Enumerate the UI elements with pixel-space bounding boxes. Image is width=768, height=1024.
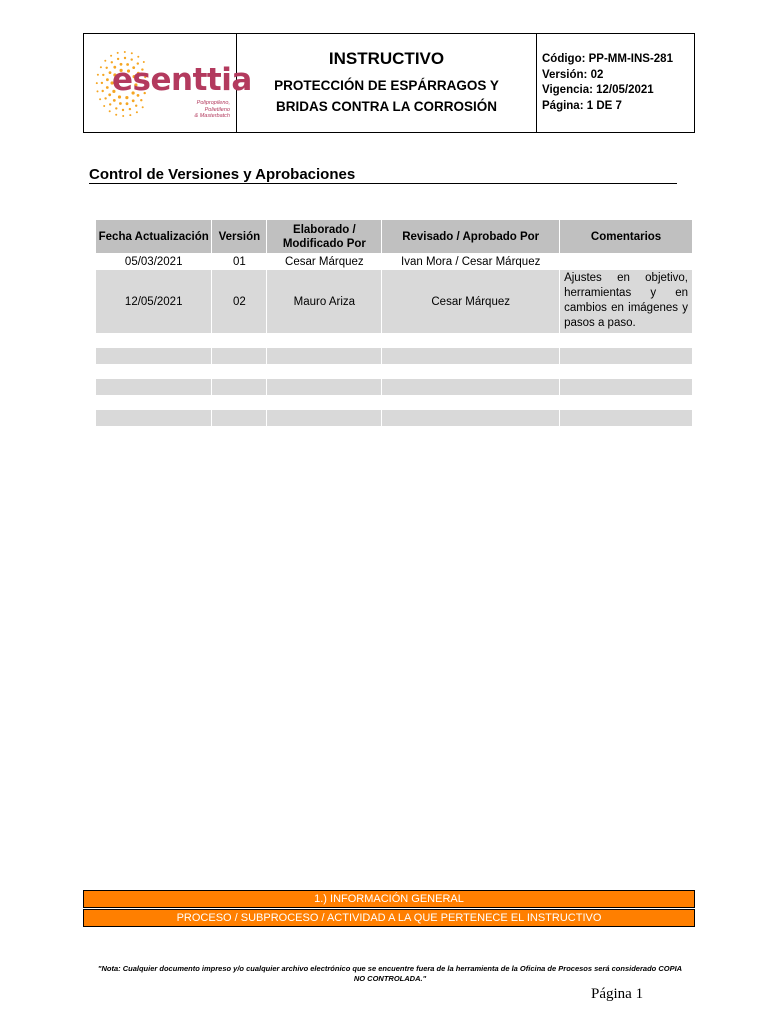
table-row-empty: [96, 410, 693, 426]
logo-dot: [115, 107, 117, 109]
page-number: Página 1: [591, 986, 644, 1002]
document-validity: Vigencia: 12/05/2021: [542, 84, 654, 96]
logo-dot: [135, 105, 137, 107]
column-header: Fecha Actualización: [96, 220, 212, 253]
logo-dot: [102, 90, 104, 92]
document-title-line-1: PROTECCIÓN DE ESPÁRRAGOS Y: [274, 78, 499, 93]
logo-dot: [129, 108, 131, 110]
company-logo: esenttia: [112, 62, 252, 98]
logo-dot: [96, 82, 98, 84]
logo-dot: [124, 57, 126, 59]
logo-dot: [129, 114, 131, 116]
logo-dot: [136, 111, 138, 113]
column-header: Elaborado / Modificado Por: [267, 220, 382, 253]
logo-cell: [84, 34, 252, 132]
logo-dot: [102, 74, 104, 76]
logo-dot: [109, 103, 111, 105]
table-spacer: [96, 333, 693, 348]
column-header: Revisado / Aprobado Por: [382, 220, 560, 253]
logo-dot: [122, 109, 124, 111]
table-spacer: [96, 395, 693, 410]
section-bar-proceso: PROCESO / SUBPROCESO / ACTIVIDAD A LA QUE PERTENECE EL INSTRUCTIVO: [83, 909, 695, 927]
table-cell: 05/03/2021: [96, 253, 212, 270]
table-spacer: [96, 364, 693, 379]
logo-tagline: Polipropileno, Polietileno & Masterbatch: [194, 100, 230, 119]
section-title: Control de Versiones y Aprobaciones: [89, 166, 356, 183]
logo-dot: [122, 115, 124, 117]
logo-dot: [131, 58, 133, 60]
logo-dot: [97, 90, 99, 92]
section-underline: [89, 183, 677, 184]
logo-dot: [109, 71, 112, 74]
logo-dot: [110, 55, 112, 57]
logo-dot: [104, 60, 106, 62]
logo-dot: [140, 99, 142, 101]
table-cell-comment: Ajustes en objetivo, herramientas y en cambios en imágenes y pasos a paso.: [560, 270, 693, 333]
title-cell: [237, 34, 537, 132]
logo-dot: [115, 114, 117, 116]
versions-table: [96, 220, 693, 426]
logo-dot: [104, 97, 106, 99]
table-cell: 01: [212, 253, 267, 270]
logo-dot: [117, 52, 119, 54]
table-row-empty: [96, 348, 693, 364]
document-version: Versión: 02: [542, 68, 604, 81]
logo-dot: [132, 99, 135, 102]
document-type: INSTRUCTIVO: [328, 49, 445, 68]
table-header-row: [96, 220, 693, 253]
table-cell: Ivan Mora / Cesar Márquez: [382, 253, 560, 270]
logo-dot: [117, 58, 119, 60]
logo-dot: [124, 51, 126, 53]
document-header: [83, 33, 695, 133]
logo-dot: [137, 56, 139, 58]
column-header: Versión: [212, 220, 267, 253]
table-cell: [560, 253, 693, 270]
table-cell: Cesar Márquez: [267, 253, 382, 270]
document-code: Código: PP-MM-INS-281: [542, 53, 673, 65]
table-row: [96, 270, 693, 333]
logo-dot: [113, 99, 116, 102]
section-bar-info-general: 1.) INFORMACIÓN GENERAL: [83, 890, 695, 908]
table-cell: Cesar Márquez: [382, 270, 560, 333]
logo-dot: [106, 86, 109, 89]
logo-dot: [103, 105, 105, 107]
logo-dot: [106, 67, 108, 69]
logo-dot: [109, 110, 111, 112]
table-cell: Mauro Ariza: [267, 270, 382, 333]
logo-dot: [131, 52, 133, 54]
logo-dot: [106, 78, 109, 81]
logo-dot: [119, 102, 122, 105]
logo-dot: [100, 66, 102, 68]
logo-dot: [142, 106, 144, 108]
logo-dot: [101, 82, 103, 84]
logo-dot: [99, 98, 101, 100]
column-header: Comentarios: [560, 220, 693, 253]
table-row: [96, 253, 693, 270]
logo-dot: [126, 102, 129, 105]
document-page: Página: 1 DE 7: [542, 99, 622, 112]
table-cell: 02: [212, 270, 267, 333]
meta-cell: [537, 34, 694, 132]
logo-dot: [108, 93, 111, 96]
logo-dot: [97, 74, 99, 76]
footer-note: "Nota: Cualquier documento impreso y/o cualquier archivo electrónico que se encuentre fuera de la herramienta de la Oficina de Procesos será considerado COPIA NO CONTROLADA.": [97, 964, 683, 983]
table-row-empty: [96, 379, 693, 395]
document-title-line-2: BRIDAS CONTRA LA CORROSIÓN: [276, 99, 497, 114]
table-cell: 12/05/2021: [96, 270, 212, 333]
